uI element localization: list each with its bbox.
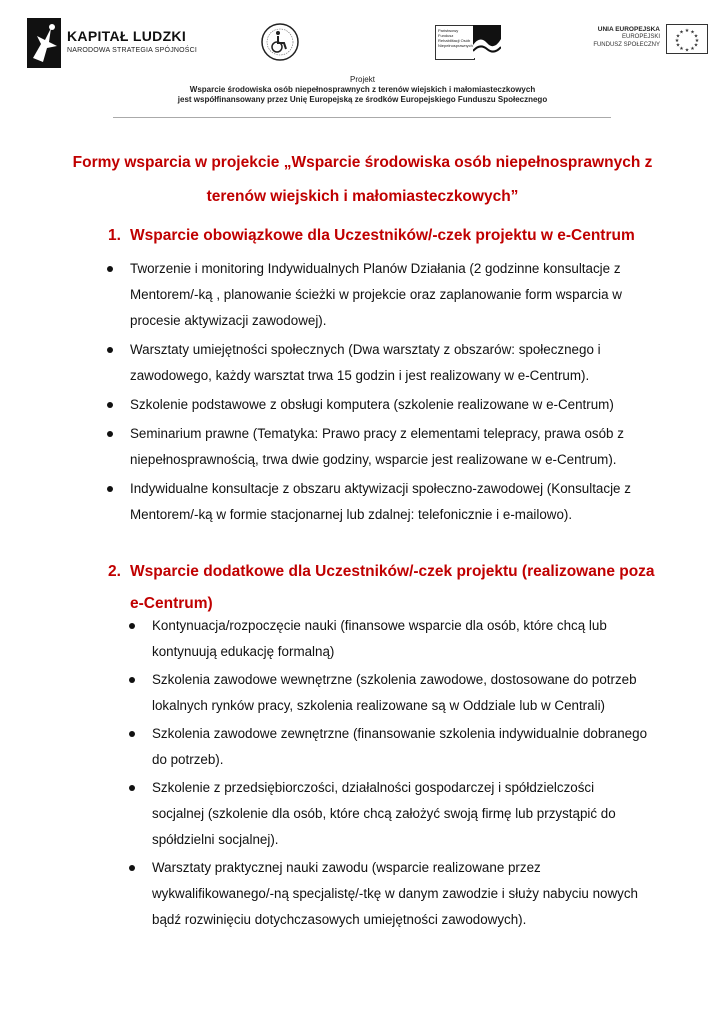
- bullet-icon: [107, 402, 113, 408]
- list-item: Warsztaty praktycznej nauki zawodu (wsparcie realizowane przez wykwalifikowanego/-ną specjalistę/-tkę w danym zawodzie i służy nabyciu nowych bądź rozwinięciu dotychczasowych umiejętności zawodowych).: [128, 855, 648, 933]
- project-funding: jest współfinansowany przez Unię Europejską ze środków Europejskiego Funduszu Społecznego: [177, 95, 548, 104]
- section-2-heading: [108, 556, 668, 620]
- svg-text:★: ★: [694, 38, 700, 44]
- pfron-logo: [435, 25, 501, 58]
- svg-text:★: ★: [684, 28, 690, 34]
- bullet-icon: [129, 623, 135, 629]
- bullet-icon: [107, 266, 113, 272]
- kapital-ludzki-title: KAPITAŁ LUDZKI: [67, 28, 187, 44]
- section-2-list: [128, 613, 648, 935]
- list-item: Szkolenia zawodowe wewnętrzne (szkolenia zawodowe, dostosowane do potrzeb lokalnych rynków pracy, szkolenia realizowane są w Oddziale lub w Centrali): [128, 667, 648, 719]
- list-item: Szkolenie z przedsiębiorczości, działalności gospodarczej i spółdzielczości socjalnej (szkolenie dla osób, które chcą założyć swoją firmę lub przystąpić do spółdzielni socjalnej).: [128, 775, 648, 853]
- svg-text:★: ★: [693, 42, 699, 49]
- section-1-number: 1.: [108, 227, 121, 244]
- section-1-list: [106, 256, 646, 531]
- eu-flag-icon: [666, 24, 708, 54]
- section-2-title: Wsparcie dodatkowe dla Uczestników/-czek projektu (realizowane poza e-Centrum): [130, 563, 655, 612]
- kapital-ludzki-mark-icon: [27, 18, 61, 68]
- wheelchair-icon: [260, 22, 300, 62]
- list-item: Kontynuacja/rozpoczęcie nauki (finansowe wsparcie dla osób, które chcą lub kontynuują edukację formalną): [128, 613, 648, 665]
- svg-text:★: ★: [690, 46, 695, 52]
- section-1-heading: [108, 225, 668, 247]
- list-item: Szkolenie podstawowe z obsługi komputera (szkolenie realizowane w e-Centrum): [106, 392, 646, 418]
- pfron-text: Państwowy Fundusz Rehabilitacji Osób Niepełnosprawnych: [438, 28, 473, 48]
- project-header: [0, 75, 725, 105]
- eu-logo: [588, 24, 708, 64]
- list-item: Indywidualne konsultacje z obszaru aktywizacji społeczno-zawodowej (Konsultacje z Mentorem/-ką w formie stacjonarnej lub zdalnej: telefonicznie i e-mailowo).: [106, 476, 646, 528]
- project-name: Wsparcie środowiska osób niepełnosprawnych z terenów wiejskich i małomiasteczkowych: [189, 85, 536, 94]
- section-1-title: Wsparcie obowiązkowe dla Uczestników/-czek projektu w e-Centrum: [130, 227, 635, 244]
- list-item: Szkolenia zawodowe zewnętrzne (finansowanie szkolenia indywidualnie dobranego do potrzeb).: [128, 721, 648, 773]
- bullet-icon: [107, 486, 113, 492]
- project-label: Projekt: [350, 75, 375, 84]
- eu-subtitle-2: FUNDUSZ SPOŁECZNY: [593, 42, 660, 48]
- svg-text:★: ★: [679, 46, 684, 52]
- bullet-icon: [129, 731, 135, 737]
- accessibility-seal-logo: [260, 22, 300, 62]
- svg-text:★: ★: [684, 47, 690, 54]
- bullet-icon: [129, 785, 135, 791]
- pfron-wave-icon: [473, 25, 501, 58]
- list-item: Tworzenie i monitoring Indywidualnych Planów Działania (2 godzinne konsultacje z Mentorem/-ką , planowanie ścieżki w projekcie oraz zaplanowanie form wsparcia w procesie aktywizacji zawodowej).: [106, 256, 646, 334]
- kapital-ludzki-subtitle: NARODOWA STRATEGIA SPÓJNOŚCI: [67, 47, 198, 54]
- header-divider: [113, 117, 611, 118]
- list-item: Seminarium prawne (Tematyka: Prawo pracy z elementami telepracy, prawa osób z niepełnosprawnością, trwa dwie godziny, wsparcie jest realizowane w e-Centrum).: [106, 421, 646, 473]
- svg-text:★: ★: [679, 29, 684, 36]
- bullet-icon: [107, 431, 113, 437]
- bullet-icon: [107, 347, 113, 353]
- document-title: Formy wsparcia w projekcie „Wsparcie środowiska osób niepełnosprawnych z terenów wiejskich i małomiasteczkowych”: [72, 154, 653, 205]
- svg-text:★: ★: [675, 33, 681, 40]
- svg-text:★: ★: [674, 38, 680, 44]
- kapital-ludzki-logo: [27, 18, 198, 70]
- section-2-number: 2.: [108, 563, 121, 580]
- svg-text:★: ★: [690, 29, 695, 36]
- eu-subtitle-1: EUROPEJSKI: [621, 34, 660, 40]
- list-item: Warsztaty umiejętności społecznych (Dwa warsztaty z obszarów: społecznego i zawodowego, każdy warsztat trwa 15 godzin i jest realizowany w e-Centrum).: [106, 337, 646, 389]
- bullet-icon: [129, 677, 135, 683]
- svg-text:★: ★: [693, 33, 699, 40]
- svg-text:★: ★: [675, 42, 681, 49]
- eu-title: UNIA EUROPEJSKA: [597, 26, 660, 33]
- bullet-icon: [129, 865, 135, 871]
